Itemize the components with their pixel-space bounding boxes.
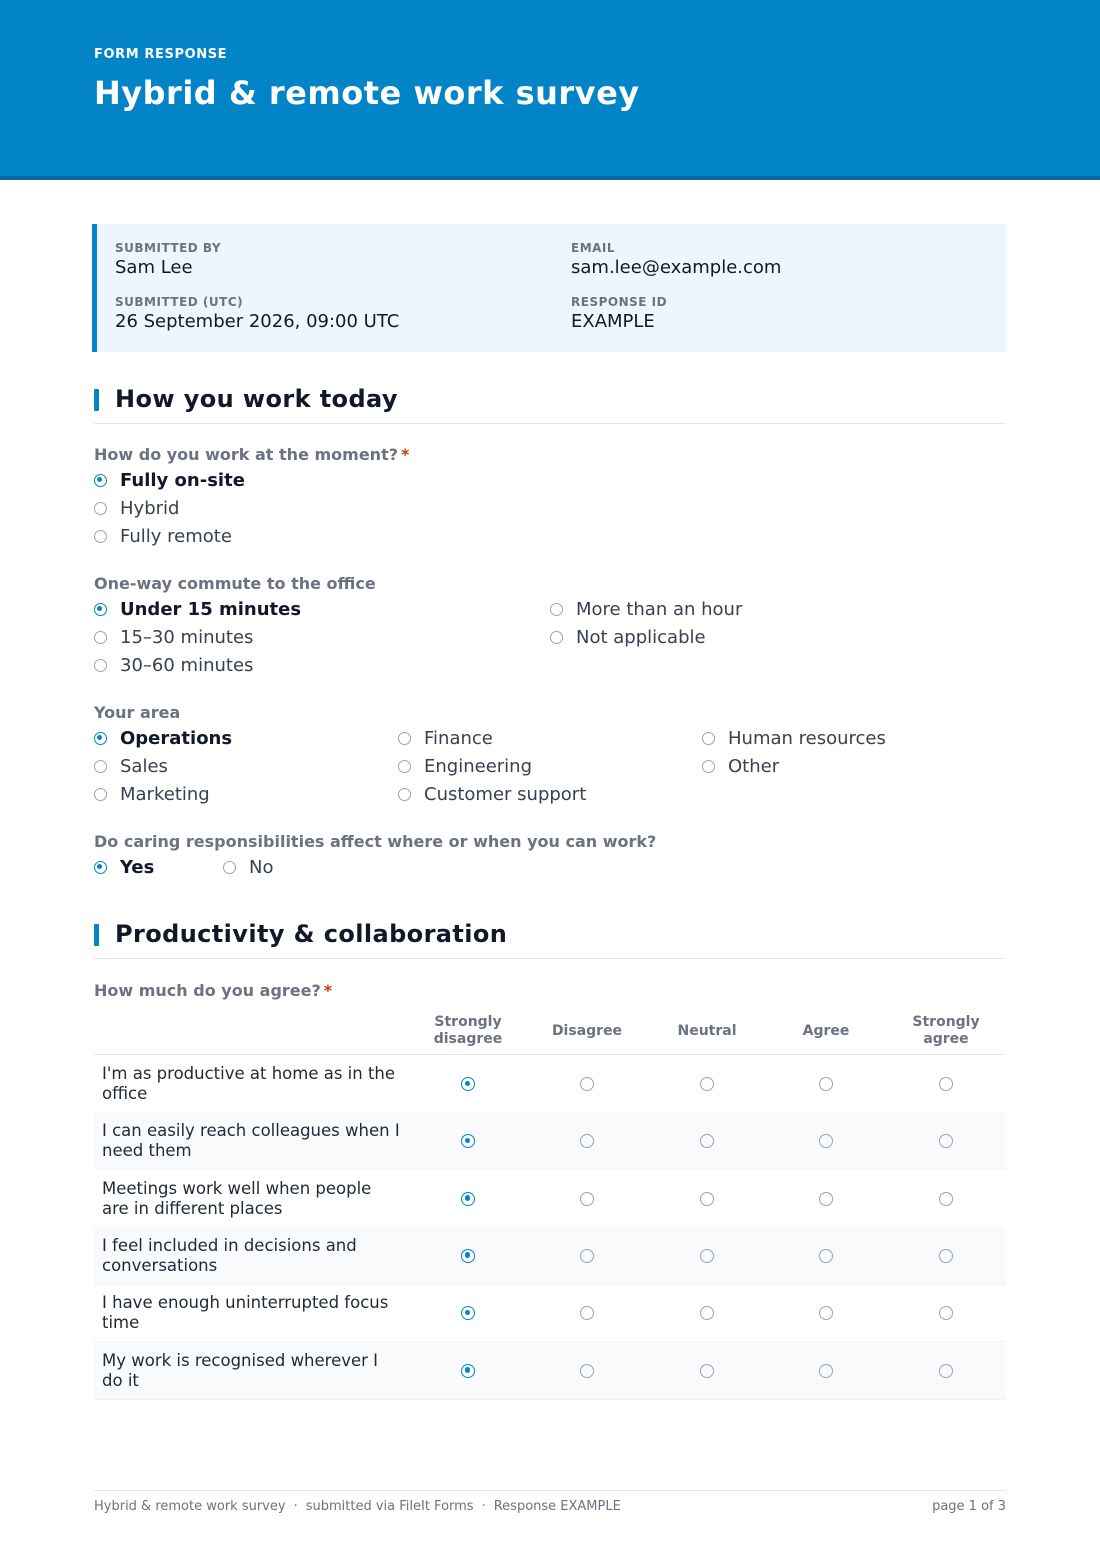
option-label: Yes (120, 857, 155, 878)
question-text: Do caring responsibilities affect where or when you can work? (94, 832, 657, 851)
question-area-label (94, 703, 180, 722)
radio-icon[interactable] (819, 1306, 833, 1320)
radio-icon[interactable] (580, 1134, 594, 1148)
meta-value: Sam Lee (115, 257, 193, 278)
question-commute-label (94, 574, 376, 593)
radio-icon[interactable] (819, 1249, 833, 1263)
matrix-row (94, 1112, 1006, 1170)
page-header (0, 0, 1100, 180)
question-caring-label (94, 832, 656, 851)
radio-selected-icon[interactable] (461, 1249, 475, 1263)
radio-selected-icon[interactable] (461, 1192, 475, 1206)
matrix-column-disagree: Disagree (551, 1023, 623, 1039)
option-label: 15–30 minutes (120, 627, 254, 648)
matrix-row-statement: I can easily reach colleagues when I need them (102, 1121, 400, 1161)
option-label: 30–60 minutes (120, 655, 254, 676)
question-text: How much do you agree? (94, 981, 321, 1000)
radio-icon[interactable] (580, 1077, 594, 1091)
matrix-row-statement: I have enough uninterrupted focus time (102, 1293, 389, 1333)
option-label: No (249, 857, 274, 878)
radio-icon[interactable] (700, 1192, 714, 1206)
radio-icon[interactable] (94, 530, 107, 543)
footer-survey-name: Hybrid & remote work survey (94, 1499, 286, 1514)
meta-value: EXAMPLE (571, 311, 655, 332)
meta-value: sam.lee@example.com (571, 257, 782, 278)
radio-icon[interactable] (550, 603, 563, 616)
radio-selected-icon[interactable] (94, 732, 107, 745)
matrix-row (94, 1055, 1006, 1113)
radio-selected-icon[interactable] (461, 1077, 475, 1091)
matrix-row (94, 1170, 1006, 1228)
radio-icon[interactable] (94, 760, 107, 773)
radio-icon[interactable] (398, 760, 411, 773)
radio-icon[interactable] (939, 1192, 953, 1206)
footer-separator: · (481, 1499, 486, 1514)
option-label: Finance (424, 728, 493, 749)
matrix-row-statement: I'm as productive at home as in the office (102, 1064, 396, 1103)
radio-icon[interactable] (398, 732, 411, 745)
matrix-row (94, 1227, 1006, 1285)
radio-icon[interactable] (398, 788, 411, 801)
meta-label: SUBMITTED (UTC) (115, 295, 244, 309)
radio-selected-icon[interactable] (461, 1134, 475, 1148)
matrix-row-statement: Meetings work well when people are in different places (102, 1178, 372, 1218)
radio-icon[interactable] (939, 1306, 953, 1320)
matrix-row-statement: I feel included in decisions and conversations (102, 1235, 357, 1275)
section-title-productivity (94, 920, 1006, 959)
option-label: Human resources (728, 728, 886, 749)
option-label: Hybrid (120, 498, 180, 519)
radio-icon[interactable] (819, 1134, 833, 1148)
option-label: Not applicable (576, 627, 706, 648)
radio-icon[interactable] (939, 1077, 953, 1091)
matrix-column-agree: Agree (802, 1023, 850, 1039)
matrix-header (94, 1008, 1006, 1055)
radio-icon[interactable] (580, 1249, 594, 1263)
section-accent-bar (94, 924, 99, 946)
section-heading: Productivity & collaboration (115, 920, 508, 948)
meta-submitted-utc (115, 295, 399, 332)
page-title: Hybrid & remote work survey (94, 74, 640, 112)
header-eyebrow: FORM RESPONSE (94, 47, 228, 62)
radio-selected-icon[interactable] (94, 474, 107, 487)
section-accent-bar (94, 389, 99, 411)
option-label: Marketing (120, 784, 210, 805)
question-text: Your area (94, 703, 181, 722)
radio-icon[interactable] (700, 1249, 714, 1263)
option-label: Sales (120, 756, 168, 777)
radio-icon[interactable] (702, 732, 715, 745)
option-label: Other (728, 756, 780, 777)
radio-icon[interactable] (939, 1364, 953, 1378)
matrix-row (94, 1342, 1006, 1400)
matrix-row (94, 1284, 1006, 1342)
meta-email (571, 241, 781, 278)
section-title-how-you-work (94, 385, 1006, 424)
matrix-column-strongly-disagree: Strongly disagree (433, 1014, 503, 1047)
matrix-column-strongly-agree: Strongly agree (912, 1014, 980, 1047)
option-label: Fully on-site (120, 470, 245, 491)
footer-submitted-via: submitted via FileIt Forms (305, 1499, 474, 1514)
footer-response: Response EXAMPLE (493, 1499, 621, 1514)
option-label: Engineering (424, 756, 532, 777)
footer-separator: · (293, 1499, 298, 1514)
radio-selected-icon[interactable] (461, 1306, 475, 1320)
meta-label: EMAIL (571, 241, 616, 255)
meta-label: RESPONSE ID (571, 295, 668, 309)
section-heading: How you work today (115, 385, 398, 413)
radio-icon[interactable] (94, 659, 107, 672)
page-footer (94, 1490, 1006, 1514)
radio-icon[interactable] (702, 760, 715, 773)
radio-icon[interactable] (94, 502, 107, 515)
footer-info (94, 1499, 621, 1514)
radio-icon[interactable] (94, 788, 107, 801)
question-text: One-way commute to the office (94, 574, 376, 593)
meta-submitted-by (115, 241, 221, 278)
radio-icon[interactable] (550, 631, 563, 644)
radio-icon[interactable] (580, 1192, 594, 1206)
question-text: How do you work at the moment? (94, 445, 398, 464)
required-marker: * (323, 981, 333, 1000)
radio-icon[interactable] (580, 1364, 594, 1378)
question-agree-label (94, 981, 332, 1000)
option-label: Customer support (424, 784, 587, 805)
question-work-mode-label (94, 445, 409, 464)
radio-icon[interactable] (819, 1077, 833, 1091)
radio-icon[interactable] (700, 1134, 714, 1148)
meta-label: SUBMITTED BY (115, 241, 222, 255)
matrix-row-statement: My work is recognised wherever I do it (102, 1350, 379, 1390)
option-label: Fully remote (120, 526, 232, 547)
radio-icon[interactable] (700, 1077, 714, 1091)
radio-icon[interactable] (700, 1364, 714, 1378)
meta-value: 26 September 2026, 09:00 UTC (115, 311, 400, 332)
radio-icon[interactable] (939, 1134, 953, 1148)
radio-icon[interactable] (223, 861, 236, 874)
radio-icon[interactable] (580, 1306, 594, 1320)
radio-selected-icon[interactable] (94, 861, 107, 874)
submission-meta-panel (92, 224, 1006, 352)
radio-icon[interactable] (819, 1364, 833, 1378)
page-number: page 1 of 3 (932, 1499, 1006, 1514)
radio-selected-icon[interactable] (94, 603, 107, 616)
matrix-column-neutral: Neutral (677, 1023, 737, 1039)
radio-icon[interactable] (94, 631, 107, 644)
meta-response-id (571, 295, 667, 332)
radio-icon[interactable] (939, 1249, 953, 1263)
required-marker: * (401, 445, 410, 464)
option-label: More than an hour (576, 599, 743, 620)
option-label: Under 15 minutes (120, 599, 302, 620)
option-label: Operations (120, 728, 233, 749)
radio-icon[interactable] (819, 1192, 833, 1206)
radio-icon[interactable] (700, 1306, 714, 1320)
radio-selected-icon[interactable] (461, 1364, 475, 1378)
